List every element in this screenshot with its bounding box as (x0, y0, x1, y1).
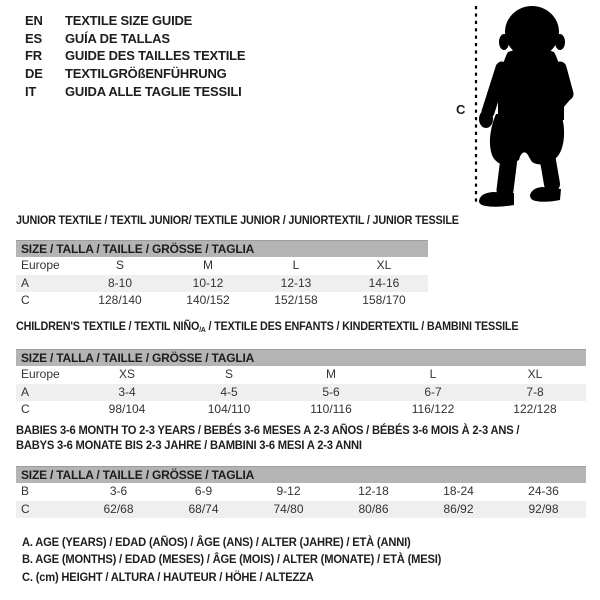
size-value: 3-6 (109, 484, 128, 498)
row-label: Europe (21, 258, 60, 272)
legend-line-b: B. AGE (MONTHS) / EDAD (MESES) / ÂGE (MOIS) / ALTER (MONATE) / ETÀ (MESI) (22, 552, 442, 567)
language-code: EN (25, 13, 43, 29)
children-title-prefix: CHILDREN'S TEXTILE / TEXTIL NIÑO (16, 319, 200, 333)
row-label: C (21, 501, 30, 516)
size-header-bar: SIZE / TALLA / TAILLE / GRÖSSE / TAGLIA (16, 467, 586, 484)
size-value: XL (376, 258, 392, 272)
children-table-title (16, 319, 531, 337)
table-row (16, 501, 586, 519)
size-value: 92/98 (528, 501, 559, 516)
size-value: S (115, 258, 124, 272)
table-row (16, 366, 586, 384)
size-value: 4-5 (220, 384, 238, 399)
size-value: 8-10 (107, 275, 133, 290)
size-value: 6-9 (194, 484, 213, 498)
size-value: 7-8 (526, 384, 544, 399)
row-label: A (21, 384, 30, 399)
size-value: M (326, 367, 336, 381)
table-row (16, 257, 428, 275)
table-row (16, 292, 428, 310)
language-row (25, 47, 245, 65)
junior-size-table (16, 240, 428, 310)
size-value: 104/110 (207, 402, 251, 416)
babies-title-line1: BABIES 3-6 MONTH TO 2-3 YEARS / BEBÉS 3-6 MESES A 2-3 AÑOS / BÉBÉS 3-6 MOIS À 2-3 ANS / (16, 423, 520, 437)
size-value: 12-18 (358, 484, 389, 498)
language-label: TEXTILE SIZE GUIDE (65, 13, 193, 29)
size-value: 122/128 (513, 402, 557, 416)
row-label: Europe (21, 367, 60, 381)
junior-table-title: JUNIOR TEXTILE / TEXTIL JUNIOR/ TEXTILE JUNIOR / JUNIORTEXTIL / JUNIOR TESSILE (16, 213, 459, 227)
size-value: 116/122 (411, 402, 455, 416)
size-value: 18-24 (443, 484, 474, 498)
size-value: L (292, 258, 300, 272)
measure-legend (22, 534, 473, 586)
size-value: XS (118, 367, 135, 381)
size-value: 152/158 (274, 293, 318, 307)
language-code: ES (25, 30, 42, 46)
size-value: 24-36 (528, 484, 559, 498)
row-label: A (21, 275, 30, 290)
size-value: 14-16 (368, 275, 400, 290)
size-value: 80/86 (358, 501, 389, 516)
babies-size-table (16, 466, 586, 518)
measure-label-c: C (456, 102, 466, 117)
babies-table-block (16, 423, 588, 518)
junior-table-block (16, 213, 459, 310)
babies-title-line2: BABYS 3-6 MONATE BIS 2-3 JAHRE / BAMBINI 3-6 MESI A 2-3 ANNI (16, 438, 362, 452)
size-value: 5-6 (322, 384, 340, 399)
children-size-table (16, 349, 586, 419)
row-label: B (21, 484, 30, 498)
size-value: 3-4 (118, 384, 136, 399)
language-label: GUIDA ALLE TAGLIE TESSILI (65, 83, 242, 99)
size-value: 74/80 (273, 501, 304, 516)
legend-line-a: A. AGE (YEARS) / EDAD (AÑOS) / ÂGE (ANS) / ALTER (JAHRE) / ETÀ (ANNI) (22, 535, 411, 549)
size-header-bar: SIZE / TALLA / TAILLE / GRÖSSE / TAGLIA (16, 241, 428, 258)
table-row (16, 401, 586, 419)
children-table-block (16, 319, 588, 419)
language-code: IT (25, 83, 37, 99)
language-row (25, 30, 245, 48)
baby-figure (448, 4, 600, 212)
language-code: DE (25, 66, 43, 82)
size-value: 128/140 (98, 293, 142, 307)
row-label: C (21, 293, 30, 307)
size-value: L (429, 367, 437, 381)
language-row (25, 65, 245, 83)
legend-line-c: C. (cm) HEIGHT / ALTURA / HAUTEUR / HÖHE / ALTEZZA (22, 569, 314, 584)
children-title-sub: /A (199, 325, 206, 334)
language-label: TEXTILGRÖßENFÜHRUNG (65, 66, 227, 82)
size-value: M (203, 258, 213, 272)
size-header-bar: SIZE / TALLA / TAILLE / GRÖSSE / TAGLIA (16, 350, 586, 367)
language-label: GUÍA DE TALLAS (65, 30, 170, 46)
size-value: 68/74 (188, 501, 219, 516)
babies-table-title (16, 423, 548, 453)
size-value: 12-13 (280, 275, 312, 290)
baby-silhouette (448, 4, 600, 212)
table-row (16, 275, 428, 293)
children-title-suffix: / TEXTILE DES ENFANTS / KINDERTEXTIL / BAMBINI TESSILE (205, 319, 519, 333)
size-value: 98/104 (108, 402, 146, 416)
size-value: 10-12 (192, 275, 224, 290)
language-list (25, 12, 245, 100)
size-value: 9-12 (276, 484, 301, 498)
size-value: 110/116 (310, 402, 352, 416)
table-row (16, 384, 586, 402)
size-value: 86/92 (443, 501, 474, 516)
table-row (16, 483, 586, 501)
baby-body-shapes (479, 6, 567, 207)
row-label: C (21, 402, 30, 416)
language-code: FR (25, 48, 42, 64)
size-value: 140/152 (186, 293, 230, 307)
language-label: GUIDE DES TAILLES TEXTILE (65, 48, 246, 64)
language-row (25, 12, 245, 30)
size-value: 6-7 (424, 384, 442, 399)
language-row (25, 82, 245, 100)
size-value: 62/68 (103, 501, 134, 516)
size-value: 158/170 (362, 293, 406, 307)
size-value: XL (527, 367, 543, 381)
size-value: S (224, 367, 233, 381)
